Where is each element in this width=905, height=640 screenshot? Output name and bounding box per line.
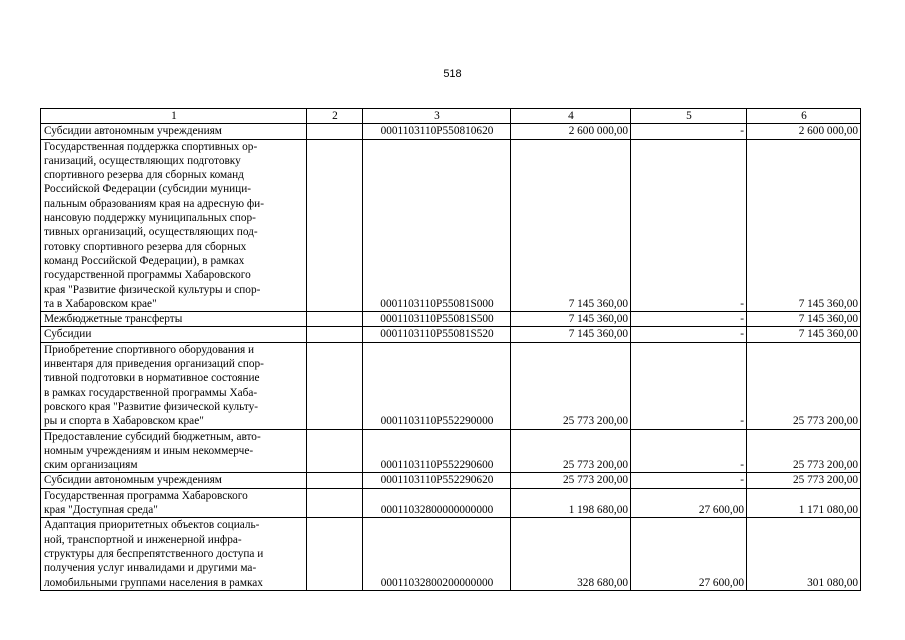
row-name-line: инвентаря для приведения организаций спор-: [44, 358, 264, 371]
column-6-value: 25 773 200,00: [747, 342, 861, 429]
table-row: [41, 124, 861, 139]
column-6-value: 7 145 360,00: [747, 139, 861, 312]
column-6-value: 25 773 200,00: [747, 429, 861, 473]
column-header: 1: [41, 109, 307, 124]
row-name-line: готовку спортивного резерва для сборных: [44, 240, 247, 253]
column-2-cell: [307, 488, 363, 518]
row-name-line: ры и спорта в Хабаровском крае": [44, 415, 204, 428]
row-name-line: Субсидии автономным учреждениям: [44, 474, 222, 487]
table-row: [41, 342, 861, 429]
row-name-line: Предоставление субсидий бюджетным, авто-: [44, 430, 261, 443]
row-name-line: спортивного резерва для сборных команд: [44, 169, 244, 182]
column-5-value: 27 600,00: [631, 518, 747, 590]
row-name-line: ломобильными группами населения в рамках: [44, 576, 263, 589]
row-name-line: ганизаций, осуществляющих подготовку: [44, 154, 241, 167]
row-name-line: Российской Федерации (субсидии муници-: [44, 183, 252, 196]
column-6-value: 2 600 000,00: [747, 124, 861, 139]
code-cell: 0001103110P552290600: [363, 429, 511, 473]
column-header: 4: [511, 109, 631, 124]
column-2-cell: [307, 327, 363, 342]
row-name-line: в рамках государственной программы Хаба-: [44, 386, 258, 399]
row-name-line: ной, транспортной и инженерной инфра-: [44, 533, 242, 546]
row-name-cell: [41, 518, 307, 590]
row-name-line: тивной подготовки в нормативное состояние: [44, 372, 260, 385]
row-name-line: Адаптация приоритетных объектов социаль-: [44, 519, 260, 532]
row-name-line: структуры для беспрепятственного доступа и: [44, 547, 264, 560]
column-4-value: 25 773 200,00: [511, 429, 631, 473]
row-name-cell: [41, 473, 307, 488]
column-4-value: 7 145 360,00: [511, 312, 631, 327]
row-name-line: ровского края "Развитие физической культу-: [44, 400, 259, 413]
row-name-line: Приобретение спортивного оборудования и: [44, 343, 255, 356]
table-row: [41, 429, 861, 473]
column-4-value: 7 145 360,00: [511, 327, 631, 342]
table-row: [41, 312, 861, 327]
row-name-line: края "Развитие физической культуры и спор-: [44, 283, 261, 296]
column-6-value: 7 145 360,00: [747, 312, 861, 327]
column-2-cell: [307, 139, 363, 312]
budget-table: [40, 108, 861, 591]
row-name-line: та в Хабаровском крае": [44, 297, 157, 310]
column-2-cell: [307, 429, 363, 473]
table-row: [41, 488, 861, 518]
page-number: 518: [443, 68, 462, 80]
row-name-line: Государственная поддержка спортивных ор-: [44, 140, 258, 153]
row-name-cell: [41, 124, 307, 139]
column-4-value: 25 773 200,00: [511, 342, 631, 429]
row-name-line: Межбюджетные трансферты: [44, 313, 183, 326]
row-name-line: пальным образованиям края на адресную фи-: [44, 197, 264, 210]
column-header: 5: [631, 109, 747, 124]
column-2-cell: [307, 518, 363, 590]
column-6-value: 1 171 080,00: [747, 488, 861, 518]
code-cell: 0001103110P55081S500: [363, 312, 511, 327]
column-5-value: -: [631, 312, 747, 327]
column-4-value: 328 680,00: [511, 518, 631, 590]
column-6-value: 7 145 360,00: [747, 327, 861, 342]
row-name-line: Субсидии: [44, 328, 92, 341]
row-name-line: ским организациям: [44, 459, 138, 472]
column-4-value: 2 600 000,00: [511, 124, 631, 139]
row-name-line: команд Российской Федерации), в рамках: [44, 254, 245, 267]
row-name-line: номным учреждениям и иным некоммерче-: [44, 444, 254, 457]
column-5-value: -: [631, 327, 747, 342]
code-cell: 0001103110P552290620: [363, 473, 511, 488]
column-4-value: 25 773 200,00: [511, 473, 631, 488]
table-row: [41, 139, 861, 312]
row-name-cell: [41, 488, 307, 518]
code-cell: 0001103110P55081S520: [363, 327, 511, 342]
row-name-line: края "Доступная среда": [44, 504, 158, 517]
column-header: 6: [747, 109, 861, 124]
column-2-cell: [307, 473, 363, 488]
row-name-cell: [41, 342, 307, 429]
column-4-value: 1 198 680,00: [511, 488, 631, 518]
row-name-line: Субсидии автономным учреждениям: [44, 125, 222, 138]
column-2-cell: [307, 312, 363, 327]
column-4-value: 7 145 360,00: [511, 139, 631, 312]
column-5-value: -: [631, 124, 747, 139]
column-5-value: -: [631, 342, 747, 429]
code-cell: 0001103110P552290000: [363, 342, 511, 429]
row-name-cell: [41, 429, 307, 473]
code-cell: 00011032800200000000: [363, 518, 511, 590]
code-cell: 0001103110P55081S000: [363, 139, 511, 312]
row-name-line: получения услуг инвалидами и другими ма-: [44, 562, 257, 575]
column-2-cell: [307, 124, 363, 139]
row-name-cell: [41, 139, 307, 312]
row-name-line: тивных организаций, осуществляющих под-: [44, 226, 258, 239]
row-name-line: государственной программы Хабаровского: [44, 269, 251, 282]
row-name-line: Государственная программа Хабаровского: [44, 489, 248, 502]
column-5-value: -: [631, 429, 747, 473]
row-name-line: нансовую поддержку муниципальных спор-: [44, 212, 256, 225]
code-cell: 00011032800000000000: [363, 488, 511, 518]
row-name-cell: [41, 327, 307, 342]
row-name-cell: [41, 312, 307, 327]
table-row: [41, 473, 861, 488]
column-2-cell: [307, 342, 363, 429]
column-6-value: 25 773 200,00: [747, 473, 861, 488]
table-row: [41, 518, 861, 590]
table-header-row: [41, 109, 861, 124]
code-cell: 0001103110P550810620: [363, 124, 511, 139]
column-5-value: 27 600,00: [631, 488, 747, 518]
column-header: 3: [363, 109, 511, 124]
table-row: [41, 327, 861, 342]
column-5-value: -: [631, 473, 747, 488]
column-5-value: -: [631, 139, 747, 312]
column-6-value: 301 080,00: [747, 518, 861, 590]
column-header: 2: [307, 109, 363, 124]
